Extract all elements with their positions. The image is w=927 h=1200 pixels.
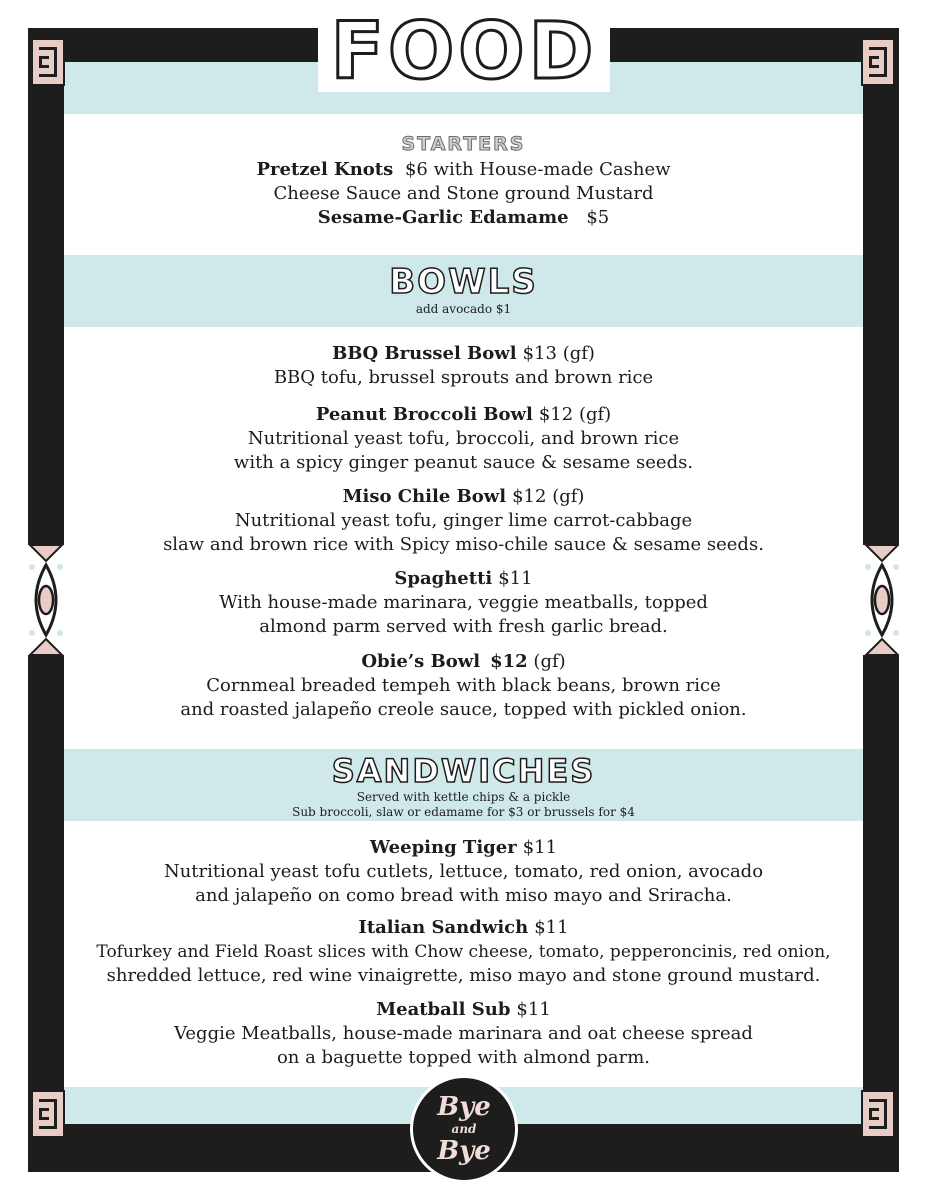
item-description: Veggie Meatballs, house-made marinara and oat cheese spread (174, 1023, 753, 1044)
item-description: shredded lettuce, red wine vinaigrette, miso mayo and stone ground mustard. (106, 965, 821, 986)
item-price: $12 (gf) (512, 486, 585, 507)
page-title: FOOD (318, 12, 610, 92)
item-description: on a baguette topped with almond parm. (276, 1047, 651, 1068)
item-price: $11 (516, 999, 551, 1020)
logo-text: and (451, 1122, 477, 1136)
item-price: $13 (gf) (522, 343, 595, 364)
list-item (64, 206, 863, 230)
item-tag: (gf) (533, 651, 566, 672)
starters-heading: STARTERS (401, 133, 526, 155)
item-name: Obie’s Bowl (361, 651, 481, 672)
eye-ornament-icon (862, 545, 902, 655)
item-price: $6 (404, 159, 428, 180)
corner-ornament-icon (861, 38, 895, 86)
list-item (64, 567, 863, 639)
item-price: $12 (490, 651, 528, 672)
item-name: Miso Chile Bowl (342, 486, 507, 507)
item-name: Italian Sandwich (358, 917, 529, 938)
item-description: Nutritional yeast tofu, ginger lime carrot-cabbage (234, 510, 693, 531)
bowls-heading: BOWLS (389, 262, 538, 302)
logo-text: Bye (437, 1136, 491, 1166)
item-price: $11 (534, 917, 569, 938)
corner-ornament-icon (861, 1090, 895, 1138)
item-description: Cheese Sauce and Stone ground Mustard (273, 183, 654, 204)
list-item (64, 916, 863, 988)
item-name: Pretzel Knots (256, 159, 394, 180)
item-price: $12 (gf) (538, 404, 612, 425)
list-item (64, 650, 863, 722)
list-item (64, 403, 863, 475)
item-description: BBQ tofu, brussel sprouts and brown rice (273, 367, 654, 388)
item-name: BBQ Brussel Bowl (332, 343, 517, 364)
item-description: With house-made marinara, veggie meatballs, topped (219, 592, 708, 613)
item-price: $11 (498, 568, 533, 589)
item-description: Tofurkey and Field Roast slices with Chow cheese, tomato, pepperoncinis, red onion, (96, 942, 831, 962)
item-description: and roasted jalapeño creole sauce, topped with pickled onion. (180, 699, 747, 720)
sandwiches-note: Served with kettle chips & a pickle (356, 790, 571, 804)
list-item (64, 836, 863, 908)
logo-text: Bye (437, 1092, 491, 1122)
item-description: almond parm served with fresh garlic bread. (259, 616, 668, 637)
item-description: with a spicy ginger peanut sauce & sesame seeds. (233, 452, 694, 473)
list-item (64, 342, 863, 390)
eye-ornament-icon (26, 545, 66, 655)
item-price: $5 (586, 207, 610, 228)
list-item (64, 485, 863, 557)
item-name: Peanut Broccoli Bowl (315, 404, 533, 425)
item-name: Spaghetti (394, 568, 493, 589)
bowls-note: add avocado $1 (415, 302, 512, 316)
item-description: slaw and brown rice with Spicy miso-chile sauce & sesame seeds. (163, 534, 764, 555)
item-name: Weeping Tiger (369, 837, 517, 858)
bye-and-bye-logo (410, 1075, 518, 1183)
item-name: Sesame-Garlic Edamame (317, 207, 569, 228)
item-description: Nutritional yeast tofu, broccoli, and brown rice (247, 428, 680, 449)
corner-ornament-icon (31, 1090, 65, 1138)
item-description: with House-made Cashew (427, 159, 671, 180)
sandwiches-note: Sub broccoli, slaw or edamame for $3 or brussels for $4 (292, 805, 635, 819)
item-description: Cornmeal breaded tempeh with black beans, brown rice (206, 675, 721, 696)
item-price: $11 (522, 837, 558, 858)
list-item (64, 998, 863, 1070)
item-name: Meatball Sub (376, 999, 511, 1020)
starters-list (64, 158, 863, 230)
sandwiches-heading: SANDWICHES (331, 752, 596, 790)
item-description: and jalapeño on como bread with miso mayo and Sriracha. (195, 885, 732, 906)
list-item (64, 158, 863, 182)
item-description: Nutritional yeast tofu cutlets, lettuce, tomato, red onion, avocado (163, 861, 764, 882)
corner-ornament-icon (31, 38, 65, 86)
